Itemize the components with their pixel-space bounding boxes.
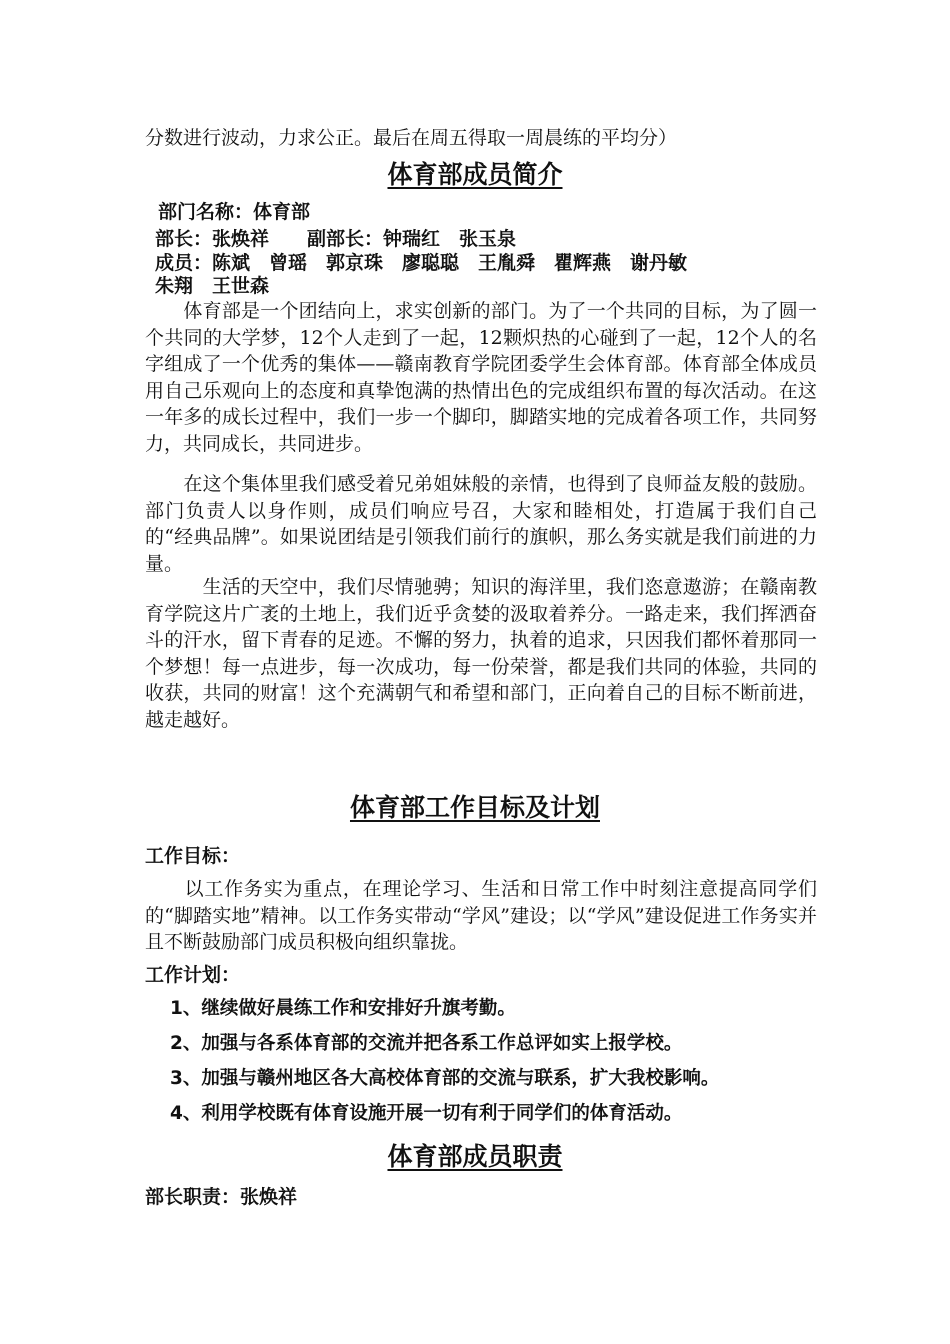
minister-duty: 部长职责：张焕祥 — [145, 1186, 298, 1208]
intro-paragraph-2: 在这个集体里我们感受着兄弟姐妹般的亲情，也得到了良师益友般的鼓励。部门负责人以身作则，成员们响应号召，大家和睦相处，打造属于我们自己的“经典品牌”。如果说团结是引领我们前行的旗帜，那么务实就是我们前进的力量。 — [145, 473, 817, 575]
members-line-2: 朱翔 王世森 — [155, 275, 270, 297]
plan-item: 3、加强与赣州地区各大高校体育部的交流与联系，扩大我校影响。 — [170, 1068, 720, 1089]
intro-paragraph-1: 体育部是一个团结向上，求实创新的部门。为了一个共同的目标，为了圆一个共同的大学梦，12个人走到了一起，12颗炽热的心碰到了一起，12个人的名字组成了一个优秀的集体——赣南教育学院团委学生会体育部。体育部全体成员用自己乐观向上的态度和真挚饱满的热情出色的完成组织布置的每次活动。在这一年多的成长过程中，我们一步一个脚印，脚踏实地的完成着各项工作，共同努力，共同成长，共同进步。 — [145, 300, 817, 455]
department-name: 部门名称：体育部 — [158, 201, 311, 223]
continued-text: 分数进行波动，力求公正。最后在周五得取一周晨练的平均分） — [145, 127, 678, 149]
goal-text: 以工作务实为重点，在理论学习、生活和日常工作中时刻注意提高同学们的“脚踏实地”精神。以工作务实带动“学风”建设；以“学风”建设促进工作务实并且不断鼓励部门成员积极向组织靠拢。 — [145, 878, 817, 953]
plan-item: 1、继续做好晨练工作和安排好升旗考勤。 — [170, 998, 516, 1019]
section-title-intro: 体育部成员简介 — [387, 160, 563, 189]
plan-item: 2、加强与各系体育部的交流并把各系工作总评如实上报学校。 — [170, 1033, 683, 1054]
intro-paragraph-3: 生活的天空中，我们尽情驰骋；知识的海洋里，我们恣意遨游；在赣南教育学院这片广袤的土地上，我们近乎贪婪的汲取着养分。一路走来，我们挥洒奋斗的汗水，留下青春的足迹。不懈的努力，执着的追求，只因我们都怀着那同一个梦想！每一点进步，每一次成功，每一份荣誉，都是我们共同的体验，共同的收获，共同的财富！这个充满朝气和希望和部门，正向着自己的目标不断前进，越走越好。 — [145, 576, 817, 731]
plan-item: 4、利用学校既有体育设施开展一切有利于同学们的体育活动。 — [170, 1103, 683, 1124]
members-line-1: 成员：陈斌 曾瑶 郭京珠 廖聪聪 王胤舜 瞿辉燕 谢丹敏 — [155, 252, 688, 274]
goal-label: 工作目标： — [145, 845, 241, 867]
department-leaders: 部长：张焕祥 副部长：钟瑞红 张玉泉 — [155, 228, 517, 250]
section-title-goals: 体育部工作目标及计划 — [349, 793, 600, 822]
section-title-duties: 体育部成员职责 — [387, 1142, 563, 1171]
plan-label: 工作计划： — [145, 964, 241, 986]
